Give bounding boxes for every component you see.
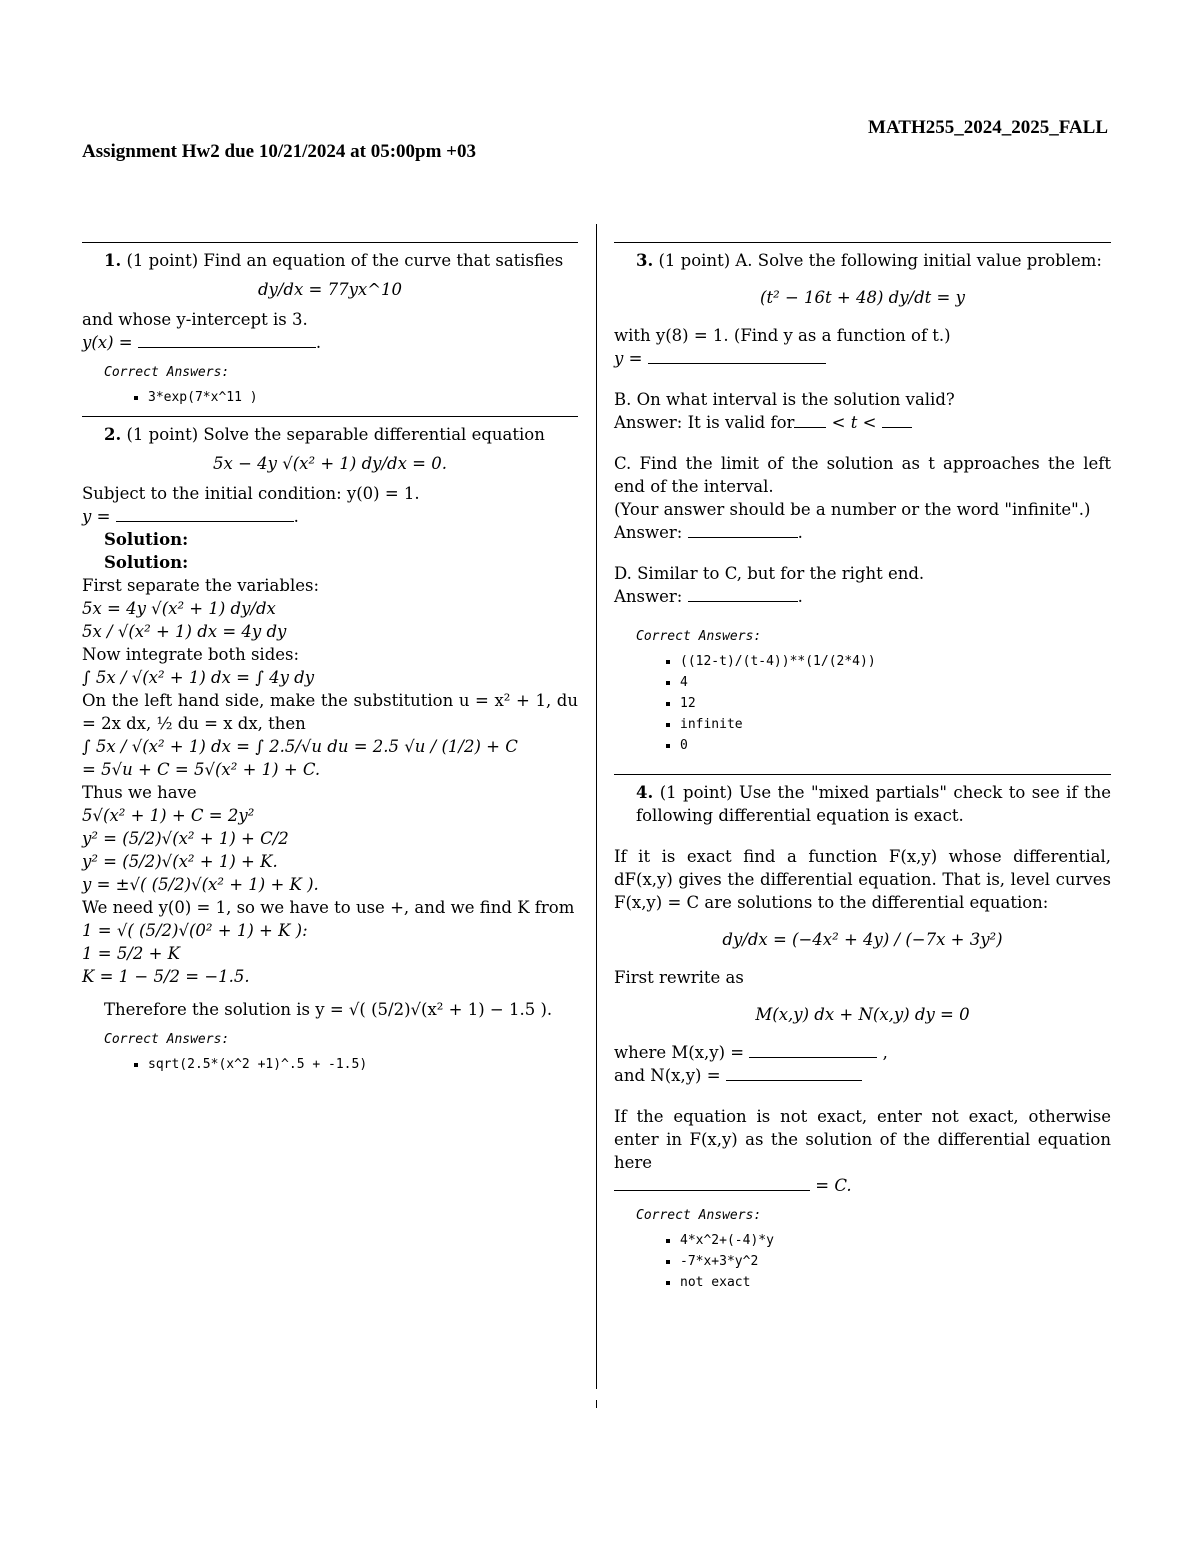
assignment-title: Assignment Hw2 due 10/21/2024 at 05:00pm +03 [82,141,477,162]
solution-step-5: ∫ 5x / √(x² + 1) dx = ∫ 4y dy [82,668,315,687]
problem-3-answer-item: ▪ 12 [680,693,1111,714]
solution-step-15: 1 = √( (5/2)√(0² + 1) + K ): [82,921,308,940]
problem-3b-lower-blank[interactable] [794,411,826,428]
problem-3-answer-item: ▪ infinite [680,714,1111,735]
solution-step-10: 5√(x² + 1) + C = 2y² [82,806,255,825]
solution-step-1: First separate the variables: [82,576,320,595]
problem-2-answer-blank[interactable] [116,505,294,522]
problem-1-rule [82,242,578,243]
solution-step-11: y² = (5/2)√(x² + 1) + C/2 [82,829,289,848]
problem-3-prompt: (1 point) A. Solve the following initial value problem: [658,251,1102,270]
problem-4: 4. (1 point) Use the "mixed partials" check to see if the following differential equation is exact. If it is exact find a function F(x,y) whose differential, dF(x,y) gives the differential equation. That is, level curves F(x,y) = C are solutions to the differential equation: dy/dx = (−4x² + 4y) / (−7x + 3y²) First rewrite as M(x,y) dx + N(x,y) dy = 0 where M(x,y) = , and N(x,y) = If the equation is not exact, enter not exact, otherwise enter in F(x,y) as the solution of the differential equation here = C. Correct Answers: ▪ 4*x^2+(-4)*y ▪ -7*x+3*y^2 ▪ not exact [614,781,1111,1293]
problem-4-final-instructions: If the equation is not exact, enter not exact, otherwise enter in F(x,y) as the solution of the differential equation here [614,1107,1111,1172]
column-divider [596,224,597,1389]
left-column [82,242,578,1083]
problem-1-equation: dy/dx = 77yx^10 [257,280,403,299]
problem-2-answer-label: y = [82,507,111,526]
problem-4-answers [614,1230,1111,1293]
problem-1: 1. (1 point) Find an equation of the curve that satisfies dy/dx = 77yx^10 and whose y-intercept is 3. y(x) = . Correct Answers: ▪ 3*exp(7*x^11 ) [82,249,578,408]
problem-4-equation-2: M(x,y) dx + N(x,y) dy = 0 [755,1005,970,1024]
problem-3d-answer-blank[interactable] [688,585,798,602]
solution-step-17: K = 1 − 5/2 = −1.5. [82,967,250,986]
problem-3b-text: B. On what interval is the solution valid? [614,390,955,409]
solution-step-14: We need y(0) = 1, so we have to use +, and we find K from [82,898,575,917]
problem-4-rewrite: First rewrite as [614,968,744,987]
problem-1-prompt: (1 point) Find an equation of the curve that satisfies [126,251,564,270]
solution-step-2: 5x = 4y √(x² + 1) dy/dx [82,599,276,618]
problem-1-answers [82,387,578,408]
problem-3d-text: D. Similar to C, but for the right end. [614,564,925,583]
solution-step-4: Now integrate both sides: [82,645,300,664]
problem-3c-note: (Your answer should be a number or the word "infinite".) [614,500,1091,519]
problem-4-m-blank[interactable] [749,1041,877,1058]
problem-3-equation: (t² − 16t + 48) dy/dt = y [760,288,965,307]
problem-4-m-label: where M(x,y) = [614,1043,745,1062]
problem-3a-answer-blank[interactable] [648,347,826,364]
solution-step-12: y² = (5/2)√(x² + 1) + K. [82,852,278,871]
problem-4-eq-c: = C. [815,1176,852,1195]
problem-3-answer-label: y = [614,349,643,368]
problem-3-correct-label: Correct Answers: [636,629,762,644]
problem-3-number: 3. [636,251,654,270]
right-column [614,242,1111,1301]
problem-4-instructions: If it is exact find a function F(x,y) whose differential, dF(x,y) gives the differential equation. That is, level curves F(x,y) = C are solutions to the differential equation: [614,847,1111,912]
problem-3b-inequality: < t < [831,413,877,432]
problem-4-f-blank[interactable] [614,1174,810,1191]
problem-3c-text: C. Find the limit of the solution as t approaches the left end of the interval. [614,454,1111,496]
problem-2-answers [82,1054,578,1075]
course-code: MATH255_2024_2025_FALL [868,117,1108,138]
solution-heading: Solution: [104,530,189,549]
solution-step-16: 1 = 5/2 + K [82,944,181,963]
problem-4-n-blank[interactable] [726,1064,862,1081]
page-tick [596,1400,597,1408]
problem-2-answer-item: ▪ sqrt(2.5*(x^2 +1)^.5 + -1.5) [148,1054,578,1075]
problem-4-answer-item: ▪ 4*x^2+(-4)*y [680,1230,1111,1251]
problem-1-number: 1. [104,251,122,270]
solution-step-7: ∫ 5x / √(x² + 1) dx = ∫ 2.5/√u du = 2.5 √u / (1/2) + C [82,737,518,756]
problem-3c-answer-blank[interactable] [688,521,798,538]
problem-3-answer-item: ▪ 4 [680,672,1111,693]
problem-2-number: 2. [104,425,122,444]
problem-2-correct-label: Correct Answers: [104,1032,230,1047]
solution-step-3: 5x / √(x² + 1) dx = 4y dy [82,622,287,641]
problem-4-answer-item: ▪ -7*x+3*y^2 [680,1251,1111,1272]
problem-4-number: 4. [636,783,654,802]
solution-step-6: On the left hand side, make the substitution u = x² + 1, du = 2x dx, ½ du = x dx, then [82,691,578,733]
problem-1-condition: and whose y-intercept is 3. [82,310,308,329]
problem-3b-upper-blank[interactable] [882,411,912,428]
problem-3b-answer-label: Answer: It is valid for [614,413,795,432]
problem-4-rule [614,774,1111,775]
problem-3-answer-item: ▪ 0 [680,735,1111,756]
problem-4-prompt-line [614,781,1111,827]
problem-4-correct-label: Correct Answers: [636,1208,762,1223]
solution-conclusion: Therefore the solution is y = √( (5/2)√(x² + 1) − 1.5 ). [104,1000,553,1019]
problem-4-n-label: and N(x,y) = [614,1066,721,1085]
solution-step-8: = 5√u + C = 5√(x² + 1) + C. [82,760,321,779]
solution-step-13: y = ±√( (5/2)√(x² + 1) + K ). [82,875,319,894]
problem-4-prompt: (1 point) Use the "mixed partials" check to see if the following differential equation is exact. [636,783,1111,825]
problem-2-prompt: (1 point) Solve the separable differential equation [126,425,545,444]
problem-1-answer-item: ▪ 3*exp(7*x^11 ) [148,387,578,408]
problem-3: 3. (1 point) A. Solve the following initial value problem: (t² − 16t + 48) dy/dt = y with y(8) = 1. (Find y as a function of t.) y = B. On what interval is the solution valid? Answer: It is valid for < t < C. Find the limit of the solution as t approaches the left end of the interval. (Your answer should be a number or the word "infinite".) Answer: . D. Similar to C, but for the right end. Answer: . Correct Answers: ▪ ((12-t)/(t-4))**(1/(2*4)) ▪ 4 ▪ 12 ▪ infinite ▪ 0 [614,249,1111,756]
problem-4-equation: dy/dx = (−4x² + 4y) / (−7x + 3y²) [722,930,1003,949]
solution-step-9: Thus we have [82,783,197,802]
problem-1-answer-label: y(x) = [82,333,133,352]
problem-3-answer-item: ▪ ((12-t)/(t-4))**(1/(2*4)) [680,651,1111,672]
problem-4-answer-item: ▪ not exact [680,1272,1111,1293]
problem-3d-answer-label: Answer: [614,587,683,606]
problem-3-initial-condition: with y(8) = 1. (Find y as a function of t.) [614,326,951,345]
problem-3-rule [614,242,1111,243]
problem-3c-answer-label: Answer: [614,523,683,542]
problem-1-correct-label: Correct Answers: [104,365,230,380]
problem-2-equation: 5x − 4y √(x² + 1) dy/dx = 0. [213,454,447,473]
problem-2-rule [82,416,578,417]
solution-heading-2: Solution: [104,553,189,572]
problem-2-condition: Subject to the initial condition: y(0) = 1. [82,484,420,503]
problem-3-answers [614,651,1111,756]
problem-1-answer-blank[interactable] [138,331,316,348]
problem-2: 2. (1 point) Solve the separable differential equation 5x − 4y √(x² + 1) dy/dx = 0. Subject to the initial condition: y(0) = 1. y = . Solution: Solution: First separate the variables: 5x = 4y √(x² + 1) dy/dx 5x / √(x² + 1) dx = 4y dy Now integrate both sides: ∫ 5x / √(x² + 1) dx = ∫ 4y dy On the left hand side, make the substitution u = x² + 1, du = 2x dx, ½ du = x dx, then ∫ 5x / √(x² + 1) dx = ∫ 2.5/√u du = 2.5 √u / (1/2) + C = 5√u + C = 5√(x² + 1) + C. Thus we have 5√(x² + 1) + C = 2y² y² = (5/2)√(x² + 1) + C/2 y² = (5/2)√(x² + 1) + K. y = ±√( (5/2)√(x² + 1) + K ). We need y(0) = 1, so we have to use +, and we find K from 1 = √( (5/2)√(0² + 1) + K ): 1 = 5/2 + K K = 1 − 5/2 = −1.5. Therefore the solution is y = √( (5/2)√(x² + 1) − 1.5 ). Correct Answers: ▪ sqrt(2.5*(x^2 +1)^.5 + -1.5) [82,423,578,1075]
